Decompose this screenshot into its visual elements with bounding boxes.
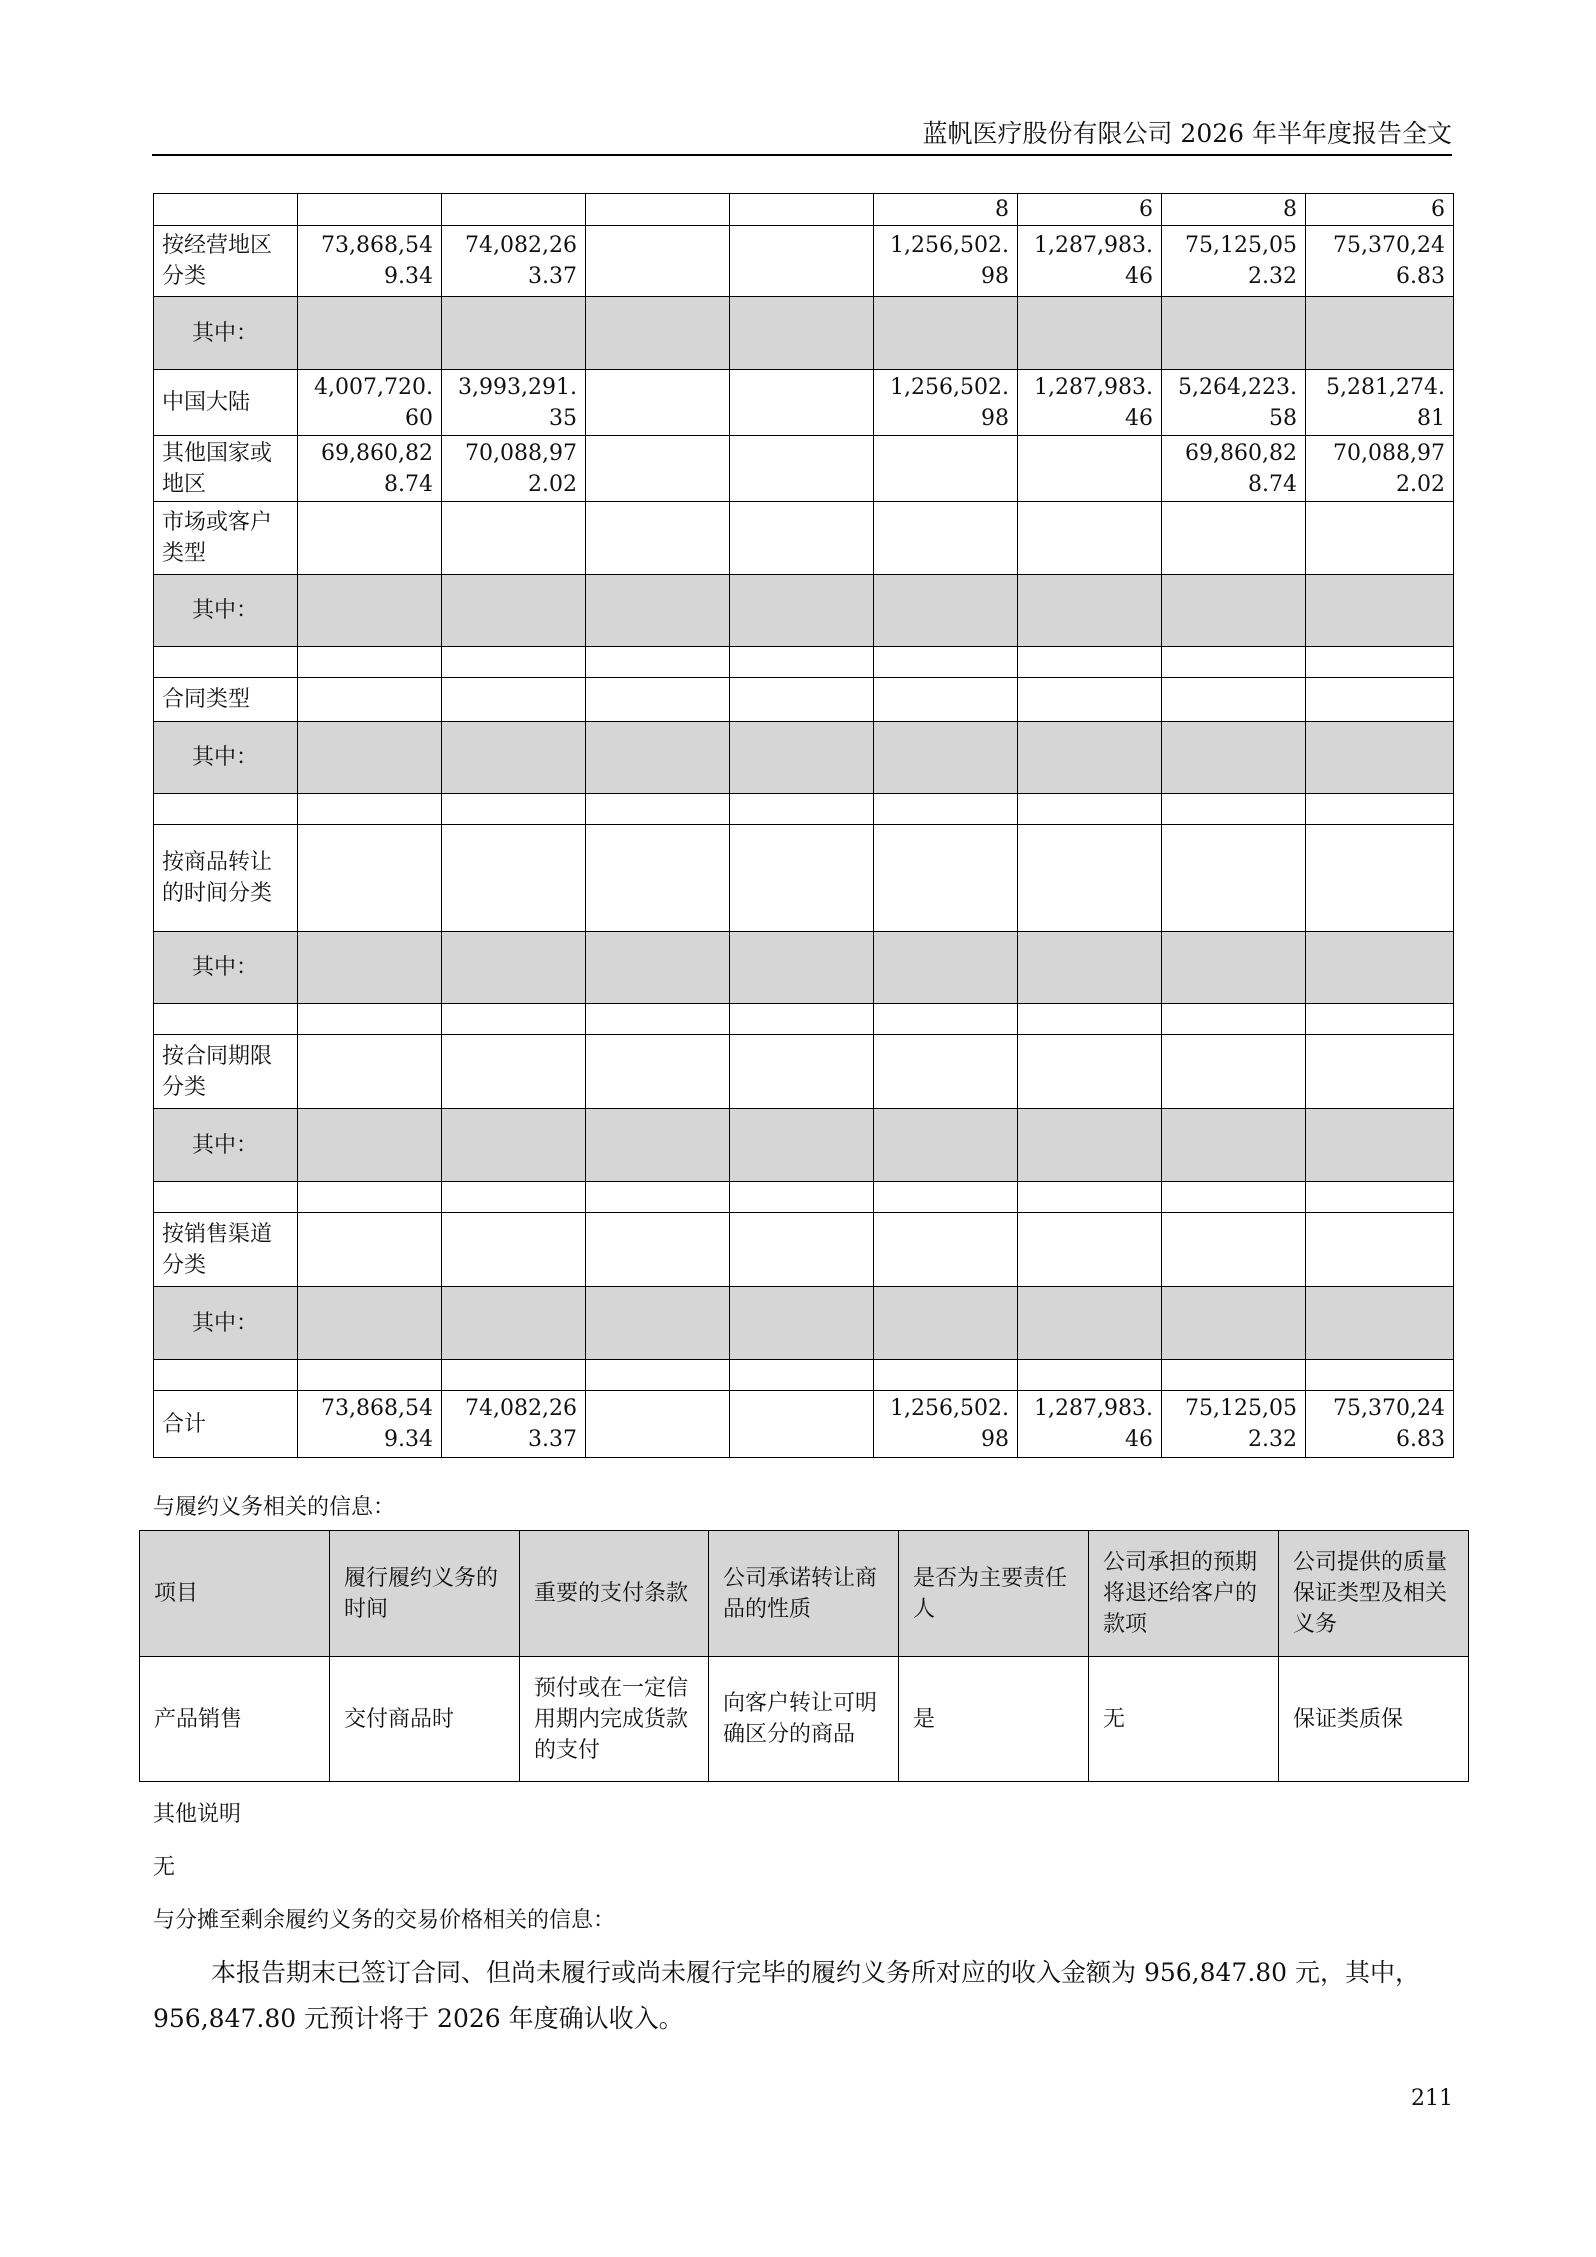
row-label: 按经营地区分类 bbox=[154, 226, 298, 297]
value-cell bbox=[1018, 1360, 1162, 1391]
value-cell bbox=[730, 678, 874, 722]
value-cell bbox=[298, 575, 442, 647]
value-cell bbox=[1018, 1004, 1162, 1035]
row-label: 其中： bbox=[154, 575, 298, 647]
value-cell bbox=[730, 932, 874, 1004]
value-cell bbox=[1018, 1213, 1162, 1287]
value-cell bbox=[874, 1182, 1018, 1213]
other-notes-value: 无 bbox=[153, 1855, 176, 1880]
value-cell bbox=[1306, 1360, 1454, 1391]
table-row bbox=[154, 1109, 1454, 1182]
table-row bbox=[154, 1287, 1454, 1360]
value-cell bbox=[586, 297, 730, 370]
row-label: 其中： bbox=[154, 932, 298, 1004]
value-cell bbox=[586, 1109, 730, 1182]
value-cell bbox=[1018, 932, 1162, 1004]
value-cell bbox=[730, 1391, 874, 1458]
header-cell: 公司承诺转让商品的性质 bbox=[709, 1531, 899, 1657]
value-cell bbox=[586, 436, 730, 502]
value-cell bbox=[442, 794, 586, 825]
table-row bbox=[154, 647, 1454, 678]
value-cell bbox=[1162, 1035, 1306, 1109]
value-cell: 6 bbox=[1306, 194, 1454, 226]
header-cell: 公司承担的预期将退还给客户的款项 bbox=[1089, 1531, 1279, 1657]
value-cell bbox=[1162, 825, 1306, 932]
value-cell bbox=[730, 297, 874, 370]
value-cell bbox=[874, 436, 1018, 502]
header-cell: 重要的支付条款 bbox=[520, 1531, 709, 1657]
value-cell: 1,287,983.46 bbox=[1018, 1391, 1162, 1458]
value-cell bbox=[298, 1287, 442, 1360]
value-cell bbox=[442, 1360, 586, 1391]
value-cell bbox=[298, 1109, 442, 1182]
header-cell: 项目 bbox=[140, 1531, 330, 1657]
value-cell bbox=[1162, 794, 1306, 825]
value-cell bbox=[442, 502, 586, 575]
value-cell bbox=[586, 1391, 730, 1458]
value-cell bbox=[442, 1109, 586, 1182]
value-cell bbox=[874, 297, 1018, 370]
value-cell bbox=[586, 370, 730, 436]
value-cell bbox=[1306, 575, 1454, 647]
row-label: 其中： bbox=[154, 722, 298, 794]
table-row bbox=[154, 502, 1454, 575]
value-cell bbox=[730, 1109, 874, 1182]
value-cell bbox=[442, 932, 586, 1004]
value-cell bbox=[1306, 1287, 1454, 1360]
value-cell bbox=[730, 370, 874, 436]
data-cell: 产品销售 bbox=[140, 1657, 330, 1782]
value-cell bbox=[442, 825, 586, 932]
row-label: 按商品转让的时间分类 bbox=[154, 825, 298, 932]
table-row bbox=[154, 575, 1454, 647]
value-cell bbox=[730, 502, 874, 575]
table-row bbox=[154, 226, 1454, 297]
table-row bbox=[154, 722, 1454, 794]
value-cell bbox=[730, 825, 874, 932]
value-cell bbox=[874, 825, 1018, 932]
value-cell bbox=[442, 297, 586, 370]
value-cell bbox=[586, 1360, 730, 1391]
performance-obligation-table bbox=[139, 1530, 1469, 1782]
value-cell bbox=[442, 1035, 586, 1109]
value-cell bbox=[298, 647, 442, 678]
value-cell: 74,082,263.37 bbox=[442, 1391, 586, 1458]
value-cell bbox=[586, 1004, 730, 1035]
value-cell bbox=[1162, 1004, 1306, 1035]
obligation-intro: 与履约义务相关的信息： bbox=[153, 1495, 396, 1520]
value-cell bbox=[1306, 502, 1454, 575]
value-cell bbox=[298, 722, 442, 794]
page-number: 211 bbox=[1411, 2086, 1453, 2111]
value-cell: 70,088,972.02 bbox=[442, 436, 586, 502]
value-cell bbox=[1306, 722, 1454, 794]
header-cell: 公司提供的质量保证类型及相关义务 bbox=[1279, 1531, 1469, 1657]
value-cell bbox=[1018, 825, 1162, 932]
value-cell bbox=[1018, 1035, 1162, 1109]
value-cell bbox=[730, 575, 874, 647]
value-cell: 1,287,983.46 bbox=[1018, 370, 1162, 436]
row-label: 按合同期限分类 bbox=[154, 1035, 298, 1109]
table-row bbox=[154, 1360, 1454, 1391]
value-cell bbox=[730, 1035, 874, 1109]
value-cell: 3,993,291.35 bbox=[442, 370, 586, 436]
allocation-intro: 与分摊至剩余履约义务的交易价格相关的信息： bbox=[153, 1908, 616, 1933]
value-cell bbox=[1018, 575, 1162, 647]
value-cell bbox=[1306, 678, 1454, 722]
value-cell bbox=[874, 678, 1018, 722]
value-cell bbox=[586, 932, 730, 1004]
table-row bbox=[154, 370, 1454, 436]
value-cell bbox=[874, 1035, 1018, 1109]
value-cell bbox=[730, 722, 874, 794]
value-cell bbox=[1162, 297, 1306, 370]
table-row bbox=[154, 194, 1454, 226]
table-row bbox=[154, 1213, 1454, 1287]
value-cell bbox=[1306, 1004, 1454, 1035]
data-cell: 向客户转让可明确区分的商品 bbox=[709, 1657, 899, 1782]
value-cell bbox=[1162, 678, 1306, 722]
value-cell: 70,088,972.02 bbox=[1306, 436, 1454, 502]
value-cell bbox=[586, 794, 730, 825]
value-cell bbox=[1306, 794, 1454, 825]
value-cell bbox=[874, 1213, 1018, 1287]
value-cell: 75,125,052.32 bbox=[1162, 226, 1306, 297]
value-cell bbox=[1018, 647, 1162, 678]
table-row bbox=[154, 1182, 1454, 1213]
value-cell bbox=[730, 1213, 874, 1287]
value-cell bbox=[586, 1287, 730, 1360]
value-cell bbox=[1018, 1182, 1162, 1213]
value-cell bbox=[1162, 575, 1306, 647]
value-cell bbox=[730, 647, 874, 678]
table-row bbox=[154, 1004, 1454, 1035]
header-title: 蓝帆医疗股份有限公司 2026 年半年度报告全文 bbox=[922, 119, 1452, 148]
value-cell bbox=[586, 722, 730, 794]
table-row bbox=[154, 825, 1454, 932]
value-cell bbox=[730, 194, 874, 226]
value-cell bbox=[1306, 297, 1454, 370]
value-cell bbox=[298, 794, 442, 825]
row-label: 合计 bbox=[154, 1391, 298, 1458]
table2-header-row bbox=[140, 1531, 1469, 1657]
value-cell bbox=[1018, 794, 1162, 825]
value-cell bbox=[1162, 1360, 1306, 1391]
value-cell bbox=[874, 1004, 1018, 1035]
table-row bbox=[154, 436, 1454, 502]
value-cell bbox=[874, 502, 1018, 575]
value-cell bbox=[1162, 722, 1306, 794]
value-cell: 6 bbox=[1018, 194, 1162, 226]
value-cell bbox=[442, 194, 586, 226]
value-cell bbox=[298, 1004, 442, 1035]
value-cell bbox=[1018, 722, 1162, 794]
value-cell bbox=[298, 297, 442, 370]
row-label: 中国大陆 bbox=[154, 370, 298, 436]
row-label: 其他国家或地区 bbox=[154, 436, 298, 502]
value-cell bbox=[874, 722, 1018, 794]
value-cell bbox=[1306, 932, 1454, 1004]
table-row bbox=[154, 678, 1454, 722]
value-cell: 1,256,502.98 bbox=[874, 226, 1018, 297]
value-cell bbox=[730, 1004, 874, 1035]
data-cell: 无 bbox=[1089, 1657, 1279, 1782]
value-cell: 73,868,549.34 bbox=[298, 1391, 442, 1458]
value-cell bbox=[298, 1360, 442, 1391]
value-cell bbox=[1306, 1182, 1454, 1213]
table-row bbox=[154, 794, 1454, 825]
value-cell bbox=[1018, 502, 1162, 575]
value-cell bbox=[730, 226, 874, 297]
value-cell bbox=[442, 1004, 586, 1035]
value-cell bbox=[442, 575, 586, 647]
row-label bbox=[154, 194, 298, 226]
row-label bbox=[154, 794, 298, 825]
value-cell bbox=[874, 1287, 1018, 1360]
value-cell bbox=[1162, 1213, 1306, 1287]
value-cell bbox=[730, 1287, 874, 1360]
value-cell bbox=[730, 1360, 874, 1391]
data-cell: 交付商品时 bbox=[330, 1657, 520, 1782]
value-cell: 69,860,828.74 bbox=[298, 436, 442, 502]
value-cell: 8 bbox=[1162, 194, 1306, 226]
page-header bbox=[152, 108, 1452, 156]
row-label: 合同类型 bbox=[154, 678, 298, 722]
value-cell bbox=[1306, 1213, 1454, 1287]
value-cell bbox=[1018, 297, 1162, 370]
value-cell bbox=[442, 1182, 586, 1213]
value-cell bbox=[874, 1360, 1018, 1391]
row-label bbox=[154, 1004, 298, 1035]
value-cell bbox=[442, 1287, 586, 1360]
value-cell bbox=[298, 1182, 442, 1213]
value-cell bbox=[586, 1035, 730, 1109]
value-cell bbox=[442, 722, 586, 794]
value-cell: 1,256,502.98 bbox=[874, 1391, 1018, 1458]
value-cell: 1,256,502.98 bbox=[874, 370, 1018, 436]
value-cell bbox=[874, 647, 1018, 678]
value-cell bbox=[586, 194, 730, 226]
table-row bbox=[154, 1035, 1454, 1109]
value-cell bbox=[1162, 1182, 1306, 1213]
row-label: 按销售渠道分类 bbox=[154, 1213, 298, 1287]
value-cell bbox=[874, 575, 1018, 647]
value-cell: 75,370,246.83 bbox=[1306, 1391, 1454, 1458]
value-cell bbox=[1306, 647, 1454, 678]
value-cell bbox=[1018, 436, 1162, 502]
row-label: 其中： bbox=[154, 1109, 298, 1182]
row-label bbox=[154, 1182, 298, 1213]
value-cell bbox=[1162, 647, 1306, 678]
value-cell bbox=[1018, 678, 1162, 722]
table2-data-row bbox=[140, 1657, 1469, 1782]
row-label bbox=[154, 1360, 298, 1391]
row-label bbox=[154, 647, 298, 678]
value-cell bbox=[586, 825, 730, 932]
header-cell: 是否为主要责任人 bbox=[899, 1531, 1089, 1657]
value-cell bbox=[586, 678, 730, 722]
table-row bbox=[154, 932, 1454, 1004]
value-cell bbox=[586, 1182, 730, 1213]
value-cell: 69,860,828.74 bbox=[1162, 436, 1306, 502]
header-cell: 履行履约义务的时间 bbox=[330, 1531, 520, 1657]
value-cell bbox=[874, 1109, 1018, 1182]
value-cell bbox=[298, 1035, 442, 1109]
value-cell: 5,281,274.81 bbox=[1306, 370, 1454, 436]
value-cell: 73,868,549.34 bbox=[298, 226, 442, 297]
value-cell bbox=[1306, 825, 1454, 932]
row-label: 市场或客户类型 bbox=[154, 502, 298, 575]
value-cell bbox=[1306, 1109, 1454, 1182]
value-cell bbox=[298, 1213, 442, 1287]
value-cell: 75,370,246.83 bbox=[1306, 226, 1454, 297]
data-cell: 预付或在一定信用期内完成货款的支付 bbox=[520, 1657, 709, 1782]
data-cell: 保证类质保 bbox=[1279, 1657, 1469, 1782]
value-cell bbox=[586, 502, 730, 575]
value-cell bbox=[730, 436, 874, 502]
value-cell bbox=[1306, 1035, 1454, 1109]
value-cell bbox=[1162, 932, 1306, 1004]
value-cell bbox=[730, 1182, 874, 1213]
value-cell bbox=[586, 226, 730, 297]
value-cell bbox=[298, 502, 442, 575]
value-cell bbox=[442, 1213, 586, 1287]
value-cell bbox=[1018, 1109, 1162, 1182]
value-cell bbox=[586, 1213, 730, 1287]
value-cell: 75,125,052.32 bbox=[1162, 1391, 1306, 1458]
other-notes-title: 其他说明 bbox=[153, 1802, 242, 1827]
value-cell bbox=[730, 794, 874, 825]
value-cell: 1,287,983.46 bbox=[1018, 226, 1162, 297]
value-cell bbox=[586, 575, 730, 647]
remaining-obligation-paragraph: 本报告期末已签订合同、但尚未履行或尚未履行完毕的履约义务所对应的收入金额为 956,847.80 元，其中，956,847.80 元预计将于 2026 年度确认收入。 bbox=[153, 1958, 1421, 2033]
value-cell bbox=[1162, 1109, 1306, 1182]
value-cell bbox=[298, 194, 442, 226]
value-cell bbox=[1162, 1287, 1306, 1360]
value-cell: 8 bbox=[874, 194, 1018, 226]
revenue-breakdown-table bbox=[153, 193, 1454, 1458]
value-cell: 5,264,223.58 bbox=[1162, 370, 1306, 436]
row-label: 其中： bbox=[154, 1287, 298, 1360]
value-cell bbox=[586, 647, 730, 678]
value-cell bbox=[298, 825, 442, 932]
value-cell bbox=[442, 647, 586, 678]
value-cell bbox=[298, 932, 442, 1004]
value-cell bbox=[874, 794, 1018, 825]
value-cell bbox=[1162, 502, 1306, 575]
value-cell bbox=[298, 678, 442, 722]
value-cell: 4,007,720.60 bbox=[298, 370, 442, 436]
value-cell bbox=[442, 678, 586, 722]
value-cell bbox=[1018, 1287, 1162, 1360]
value-cell bbox=[874, 932, 1018, 1004]
value-cell: 74,082,263.37 bbox=[442, 226, 586, 297]
row-label: 其中： bbox=[154, 297, 298, 370]
table-row bbox=[154, 297, 1454, 370]
table-row bbox=[154, 1391, 1454, 1458]
data-cell: 是 bbox=[899, 1657, 1089, 1782]
